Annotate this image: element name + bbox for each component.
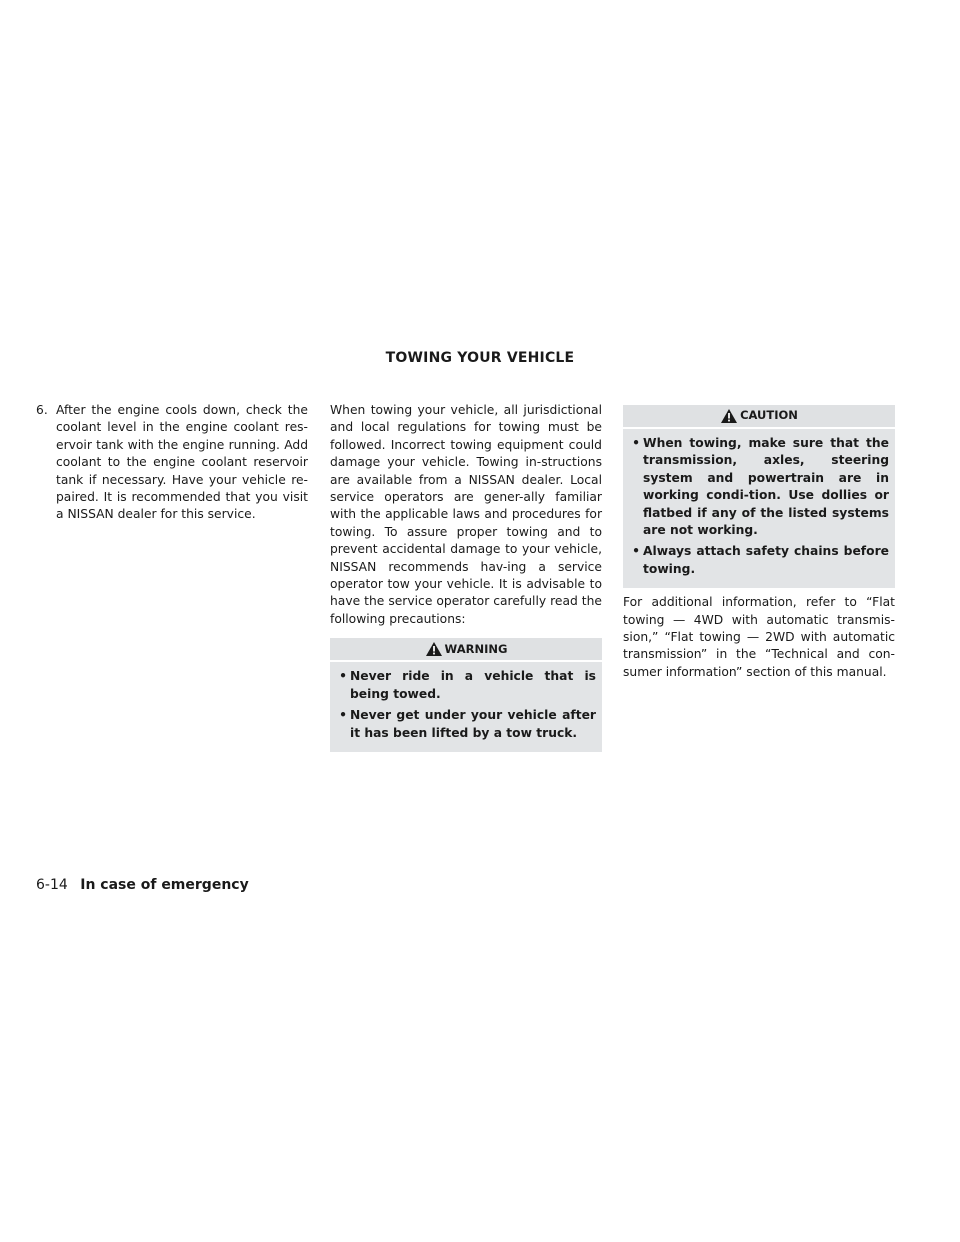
warning-title: WARNING [444,641,508,656]
additional-info: For additional information, refer to “Flat towing — 4WD with automatic transmis-sion,” “Flat towing — 2WD with automatic transmission” in the “Technical and con-sumer information” section of this manual. [623,595,895,679]
step-number: 6. [36,403,48,417]
section-title: TOWING YOUR VEHICLE [385,350,575,366]
bullet: • [339,708,347,723]
warning-box [330,638,602,752]
caution-item-text: Always attach safety chains before towing. [643,544,889,576]
step-6 [36,402,308,524]
towing-intro: When towing your vehicle, all jurisdictional and local regulations for towing must be followed. Incorrect towing equipment could damage your vehicle. Towing in-structions are available from a NISSAN dealer. Local service operators are gener-ally familiar with the applicable laws and procedures for towing. To assure proper towing and to prevent accidental damage to your vehicle, NISSAN recommends hav-ing a service operator tow your vehicle. It is advisable to have the service operator carefully read the following precautions: [330,403,602,626]
warning-item-text: Never ride in a vehicle that is being towed. [350,669,596,701]
column-right [623,405,895,681]
warning-icon [425,641,443,657]
caution-title: CAUTION [740,408,798,423]
column-left [36,402,308,524]
chapter-title: In case of emergency [80,877,249,893]
caution-box [623,405,895,588]
warning-item [336,668,596,703]
warning-list [330,662,602,742]
page-footer [36,877,249,893]
caution-item [629,435,889,539]
caution-icon [720,408,738,424]
caution-item [629,543,889,578]
warning-item [336,707,596,742]
column-middle [330,402,602,752]
step-text: After the engine cools down, check the coolant level in the engine coolant res-ervoir tank with the engine running. Add coolant to the engine coolant reservoir tank if necessary. Have your vehicle re-paired. It is recommended that you visit a NISSAN dealer for this service. [56,403,308,522]
warning-item-text: Never get under your vehicle after it has been lifted by a tow truck. [350,708,596,740]
warning-header [330,638,602,662]
bullet: • [632,544,640,559]
bullet: • [339,669,347,684]
bullet: • [632,436,640,450]
caution-header [623,405,895,429]
caution-item-text: When towing, make sure that the transmission, axles, steering system and powertrain are in working condi-tion. Use dollies or flatbed if any of the listed systems are not working. [643,436,889,538]
caution-list [623,429,895,578]
page-number: 6-14 [36,877,68,893]
